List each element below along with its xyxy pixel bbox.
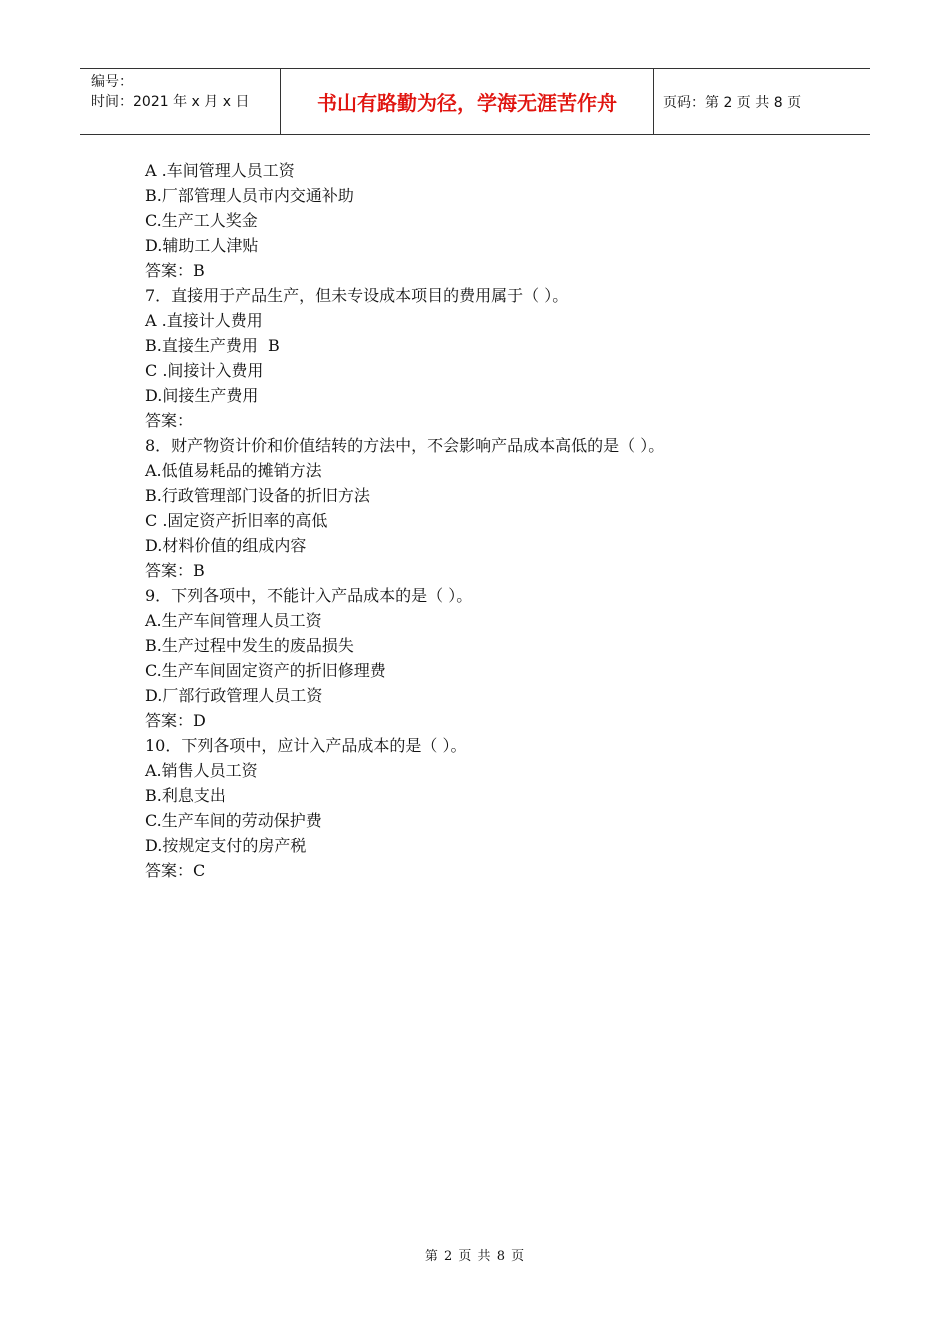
answer-line: 答案：C: [145, 861, 206, 880]
option-line: B.利息支出: [145, 786, 226, 805]
option-line: A .直接计人费用: [145, 311, 263, 330]
answer-line: 答案：D: [145, 711, 206, 730]
document-date: 时间：2021 年 x 月 x 日: [91, 94, 250, 110]
answer-line: 答案：B: [145, 261, 205, 280]
header-meta: [80, 69, 281, 134]
option-line: D.材料价值的组成内容: [145, 536, 307, 555]
document-number-label: 编号：: [91, 74, 133, 90]
option-line: C.生产车间的劳动保护费: [145, 811, 322, 830]
option-line: D.间接生产费用: [145, 386, 259, 405]
header-page-info: [654, 69, 870, 134]
option-line: C .间接计入费用: [145, 361, 264, 380]
document-body: [145, 158, 845, 883]
motto-text: 书山有路勤为径，学海无涯苦作舟: [317, 91, 617, 115]
option-line: B.直接生产费用 B: [145, 336, 280, 355]
option-line: D.按规定支付的房产税: [145, 836, 307, 855]
page-footer: [0, 1245, 950, 1264]
option-line: C.生产车间固定资产的折旧修理费: [145, 661, 386, 680]
question-line: 8．财产物资计价和价值结转的方法中，不会影响产品成本高低的是（ ）。: [145, 436, 665, 455]
option-line: D.厂部行政管理人员工资: [145, 686, 323, 705]
page-info-text: 页码：第 2 页 共 8 页: [663, 94, 802, 111]
option-line: A.销售人员工资: [145, 761, 258, 780]
answer-line: 答案：: [145, 411, 194, 430]
option-line: C .固定资产折旧率的高低: [145, 511, 328, 530]
question-line: 7．直接用于产品生产，但未专设成本项目的费用属于（ ）。: [145, 286, 569, 305]
footer-page-number: 第 2 页 共 8 页: [424, 1249, 526, 1264]
option-line: A.生产车间管理人员工资: [145, 611, 322, 630]
header-motto: [281, 69, 654, 134]
answer-line: 答案：B: [145, 561, 205, 580]
question-line: 10．下列各项中，应计入产品成本的是（ ）。: [145, 736, 467, 755]
option-line: C.生产工人奖金: [145, 211, 258, 230]
option-line: A .车间管理人员工资: [145, 161, 295, 180]
question-line: 9．下列各项中，不能计入产品成本的是（ ）。: [145, 586, 473, 605]
option-line: B.厂部管理人员市内交通补助: [145, 186, 354, 205]
option-line: B.生产过程中发生的废品损失: [145, 636, 354, 655]
option-line: B.行政管理部门设备的折旧方法: [145, 486, 370, 505]
page-header: [80, 68, 870, 135]
option-line: A.低值易耗品的摊销方法: [145, 461, 322, 480]
option-line: D.辅助工人津贴: [145, 236, 259, 255]
